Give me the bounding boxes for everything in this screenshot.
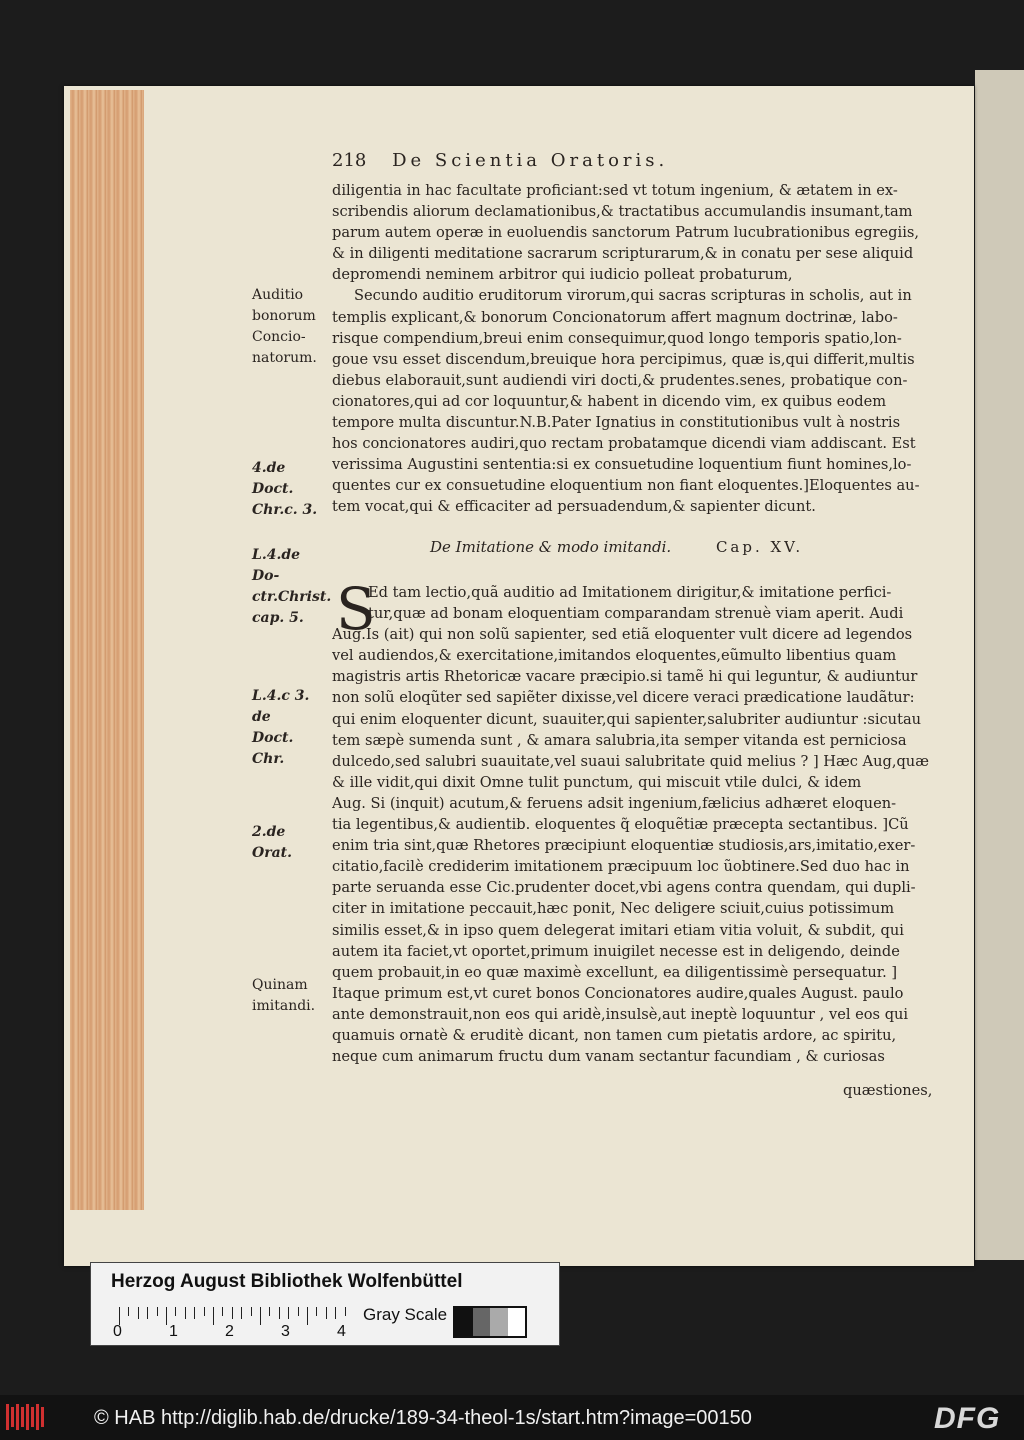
margin-note-line: Chr.c. 3. (252, 502, 318, 518)
ruler-tick (213, 1307, 214, 1325)
ruler-tick (138, 1307, 139, 1319)
ruler-number: 1 (169, 1323, 178, 1340)
drop-cap-initial: S (336, 575, 376, 643)
text-line: Secundo auditio eruditorum virorum,qui sacras scripturas in scholis, aut in (354, 287, 912, 305)
text-line: hos concionatores audiri,quo rectam probatamque dicendi viam addiscant. Est (332, 435, 916, 453)
margin-note-line: Auditio (252, 287, 304, 303)
margin-note-auditio (252, 285, 328, 369)
text-line: vel audiendos,& exercitatione,imitandos eloquentes,eũmulto libentius quam (332, 647, 897, 665)
margin-note-doct1 (252, 458, 328, 521)
text-line: citer in imitatione peccauit,hæc ponit, Nec deligere sciuit,cuius potissimum (332, 900, 895, 918)
text-line: diligentia in hac facultate proficiant:sed vt totum ingenium, & ætatem in ex- (332, 182, 898, 199)
text-line: similis esset,& in ipso quem delegerat imitari etiam vitia voluit, & subdit, qui (332, 921, 904, 939)
text-line: goue vsu esset discendum,breuique hora percipimus, quæ is,qui differit,multis (332, 350, 915, 368)
ruler-tick (128, 1307, 129, 1316)
ruler-tick (335, 1307, 336, 1319)
chapter-heading (430, 538, 930, 556)
text-line: tur,quæ ad bonam eloquentiam comparandam strenuè viam aperit. Audi (368, 605, 904, 623)
text-line: & ille vidit,qui dixit Omne tulit punctum, qui miscuit vtile dulci, & idem (332, 773, 862, 791)
page-number: 218 (332, 150, 367, 171)
ruler-tick (241, 1307, 242, 1319)
catchword: quæstiones, (843, 1082, 933, 1099)
ruler-tick (232, 1307, 233, 1319)
ruler-tick (260, 1307, 261, 1325)
ruler-tick (147, 1307, 148, 1319)
text-line: qui enim eloquenter dicunt, suauiter,qui sapienter,salubriter audiuntur :sicutau (332, 710, 922, 728)
margin-note-line: imitandi. (252, 998, 316, 1014)
margin-note-orat (252, 822, 328, 864)
margin-note-line: 4.de Doct. (252, 460, 294, 497)
margin-note-line: L.4.de Do- (252, 547, 301, 584)
ruler-tick (166, 1307, 167, 1325)
margin-note-line: Doct. Chr. (252, 730, 294, 767)
text-line: & in diligenti meditatione sacrarum scripturarum,& in conatu per sese aliquid (332, 245, 914, 263)
margin-note-doct2 (252, 545, 332, 629)
ruler-tick (194, 1307, 195, 1319)
text-line: quem probauit,in eo quæ maximè excellunt, ea diligentissimè persequatur. ] (332, 963, 898, 981)
ruler-number: 3 (281, 1323, 290, 1340)
text-line: parte seruanda esse Cic.prudenter docet,vbi agens contra quendam, qui dupli- (332, 879, 916, 897)
text-line: quentes cur ex consuetudine eloquentium non fiant eloquentes.]Eloquentes au- (332, 477, 920, 495)
ruler-tick (326, 1307, 327, 1319)
ruler-tick (204, 1307, 205, 1316)
page-block-edge (70, 90, 144, 1210)
adjacent-page-edge (975, 70, 1024, 1260)
text-line: Itaque primum est,vt curet bonos Concionatores audire,quales August. paulo (332, 984, 904, 1002)
text-line: tem vocat,qui & efficaciter ad persuadendum,& sapienter dicunt. (332, 498, 816, 516)
gray-scale-swatch (453, 1306, 527, 1338)
text-line: tempore multa discuntur.N.B.Pater Ignatius in constitutionibus vult à nostris (332, 414, 901, 432)
gray-scale-label: Gray Scale (363, 1305, 448, 1324)
text-line: templis explicant,& bonorum Concionatorum affert magnum doctrinæ, labo- (332, 308, 898, 326)
ruler-tick (345, 1307, 346, 1316)
margin-note-line: cap. 5. (252, 610, 304, 626)
text-line: depromendi neminem arbitror qui iudicio polleat probaturum, (332, 266, 793, 284)
ruler-tick (307, 1307, 308, 1325)
text-line: parum autem operæ in euoluendis sanctorum Patrum lucubrationibus egregiis, (332, 224, 919, 242)
scale-card-title: Herzog August Bibliothek Wolfenbüttel (111, 1271, 463, 1292)
ruler-tick (222, 1307, 223, 1316)
text-line: Aug.Is (ait) qui non solũ sapienter, sed etiã eloquenter vult dicere ad legendos (332, 626, 913, 644)
footer-bar (0, 1396, 1024, 1440)
ruler-tick (175, 1307, 176, 1316)
text-line: enim tria sint,quæ Rhetores præcipiunt eloquentiæ studiosis,ars,imitatio,exer- (332, 837, 916, 855)
margin-note-doct3 (252, 686, 328, 770)
margin-note-line: Quinam (252, 977, 308, 993)
ruler-tick (298, 1307, 299, 1316)
hab-logo-icon (6, 1404, 44, 1430)
paragraph-1 (332, 180, 942, 518)
text-line: diebus elaborauit,sunt audiendi viri docti,& prudentes.senes, probatique con- (332, 371, 908, 389)
ruler-tick (279, 1307, 280, 1319)
dfg-logo: DFG (934, 1402, 1001, 1435)
text-line: scribendis aliorum declamationibus,& tractatibus accumulandis insumant,tam (332, 203, 913, 221)
ruler-tick (157, 1307, 158, 1316)
margin-note-line: Concio- (252, 329, 306, 345)
text-line: neque cum animarum fructu dum vanam sectantur facundiam , & curiosas (332, 1048, 885, 1066)
ruler-tick (269, 1307, 270, 1316)
ruler-tick (251, 1307, 252, 1316)
ruler-tick (185, 1307, 186, 1319)
ruler-number: 2 (225, 1323, 234, 1340)
text-line: ante demonstrauit,non eos qui aridè,insulsè,aut ineptè loquuntur , vel eos qui (332, 1005, 909, 1023)
text-line: citatio,facilè crediderim imitationem præcipuum loc ũobtinere.Sed duo hac in (332, 858, 910, 876)
color-scale-card (90, 1262, 560, 1346)
margin-note-line: ctr.Christ. (252, 589, 332, 605)
margin-note-line: bonorum (252, 308, 316, 324)
text-line: autem ita faciet,vt oportet,primum inuigilet necesse est in deligendo, deinde (332, 942, 900, 960)
chapter-number: Cap. XV. (715, 538, 804, 556)
margin-note-line: natorum. (252, 350, 317, 366)
paragraph-2 (332, 575, 942, 1067)
text-line: quamuis ornatè & eruditè dicant, non tamen cum pietatis ardore, ac spiritu, (332, 1026, 897, 1044)
text-line: Aug. Si (inquit) acutum,& feruens adsit ingenium,fælicius adhæret eloquen- (332, 794, 897, 812)
running-title: De Scientia Oratoris. (392, 150, 669, 171)
running-head (332, 150, 942, 171)
centimeter-ruler (119, 1307, 359, 1325)
text-line: dulcedo,sed salubri suauitate,vel suaui salubritate quid melius ? ] Hæc Aug,quæ (332, 752, 929, 770)
text-line: verissima Augustini sententia:si ex consuetudine loquentium fiunt homines,lo- (332, 456, 912, 474)
text-line: magistris artis Rhetoricæ vacare præcipio.si tamẽ hi qui leguntur, & audiuntur (332, 668, 918, 686)
ruler-number: 0 (113, 1323, 122, 1340)
text-line: risque compendium,breui enim consequimur,quod longo temporis spatio,lon- (332, 329, 902, 347)
ruler-number: 4 (337, 1323, 346, 1340)
margin-note-line: L.4.c 3. de (252, 688, 310, 725)
text-line: cionatores,qui ad cor loquuntur,& habent in dicendo vim, ex quibus eodem (332, 392, 887, 410)
text-line: non solũ eloqũter sed sapiẽter dixisse,vel dicere veraci prædicatione laudãtur: (332, 689, 915, 707)
margin-note-line: 2.de Orat. (252, 824, 292, 861)
margin-note-quinam (252, 975, 328, 1017)
text-line: tia legentibus,& audientib. eloquentes q̃ eloquẽtiæ præcepta sectantibus. ]Cũ (332, 816, 909, 834)
text-line: Ed tam lectio,quã auditio ad Imitationem dirigitur,& imitatione perfici- (368, 584, 892, 601)
footer-credit-link[interactable]: © HAB http://diglib.hab.de/drucke/189-34-theol-1s/start.htm?image=00150 (94, 1407, 752, 1429)
text-line: tem sæpè sumenda sunt , & amara salubria,ita semper vitanda est perniciosa (332, 731, 907, 749)
chapter-title: De Imitatione & modo imitandi. (430, 538, 672, 556)
ruler-tick (288, 1307, 289, 1319)
ruler-tick (316, 1307, 317, 1316)
